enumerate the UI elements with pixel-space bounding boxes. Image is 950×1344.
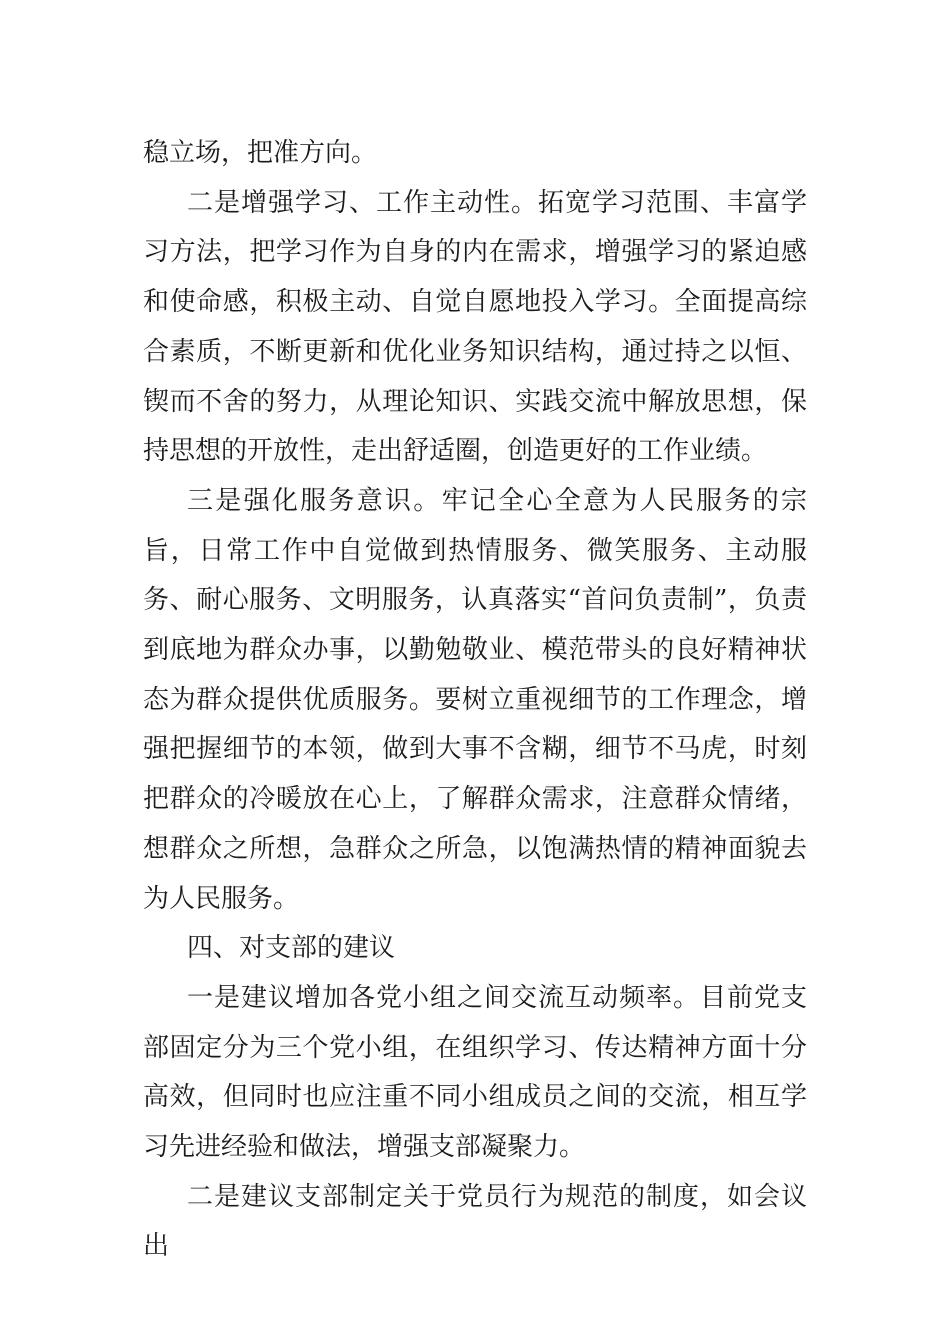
paragraph-group-interaction: 一是建议增加各党小组之间交流互动频率。目前党支部固定分为三个党小组，在组织学习、传达精神方面十分高效，但同时也应注重不同小组成员之间的交流，相互学习先进经验和做法，增强支部凝聚力。: [143, 982, 807, 1163]
paragraph-continuation: 稳立场，把准方向。: [143, 138, 378, 168]
paragraph-service-awareness: 三是强化服务意识。牢记全心全意为人民服务的宗旨，日常工作中自觉做到热情服务、微笑服务、主动服务、耐心服务、文明服务，认真落实“首问负责制”，负责到底地为群众办事，以勤勉敬业、模范带头的良好精神状态为群众提供优质服务。要树立重视细节的工作理念，增强把握细节的本领，做到大事不含糊，细节不马虎，时刻把群众的冷暖放在心上，了解群众需求，注意群众情绪，想群众之所想，急群众之所急，以饱满热情的精神面貌去为人民服务。: [143, 485, 807, 914]
document-body: [143, 129, 807, 1272]
paragraph-conduct-rules: 二是建议支部制定关于党员行为规范的制度，如会议出: [143, 1181, 807, 1262]
section-heading-branch-suggestions: 四、对支部的建议: [187, 933, 396, 964]
paragraph-study-initiative: 二是增强学习、工作主动性。拓宽学习范围、丰富学习方法，把学习作为自身的内在需求，增强学习的紧迫感和使命感，积极主动、自觉自愿地投入学习。全面提高综合素质，不断更新和优化业务知识结构，通过持之以恒、锲而不舍的努力，从理论知识、实践交流中解放思想，保持思想的开放性，走出舒适圈，创造更好的工作业绩。: [143, 187, 807, 467]
